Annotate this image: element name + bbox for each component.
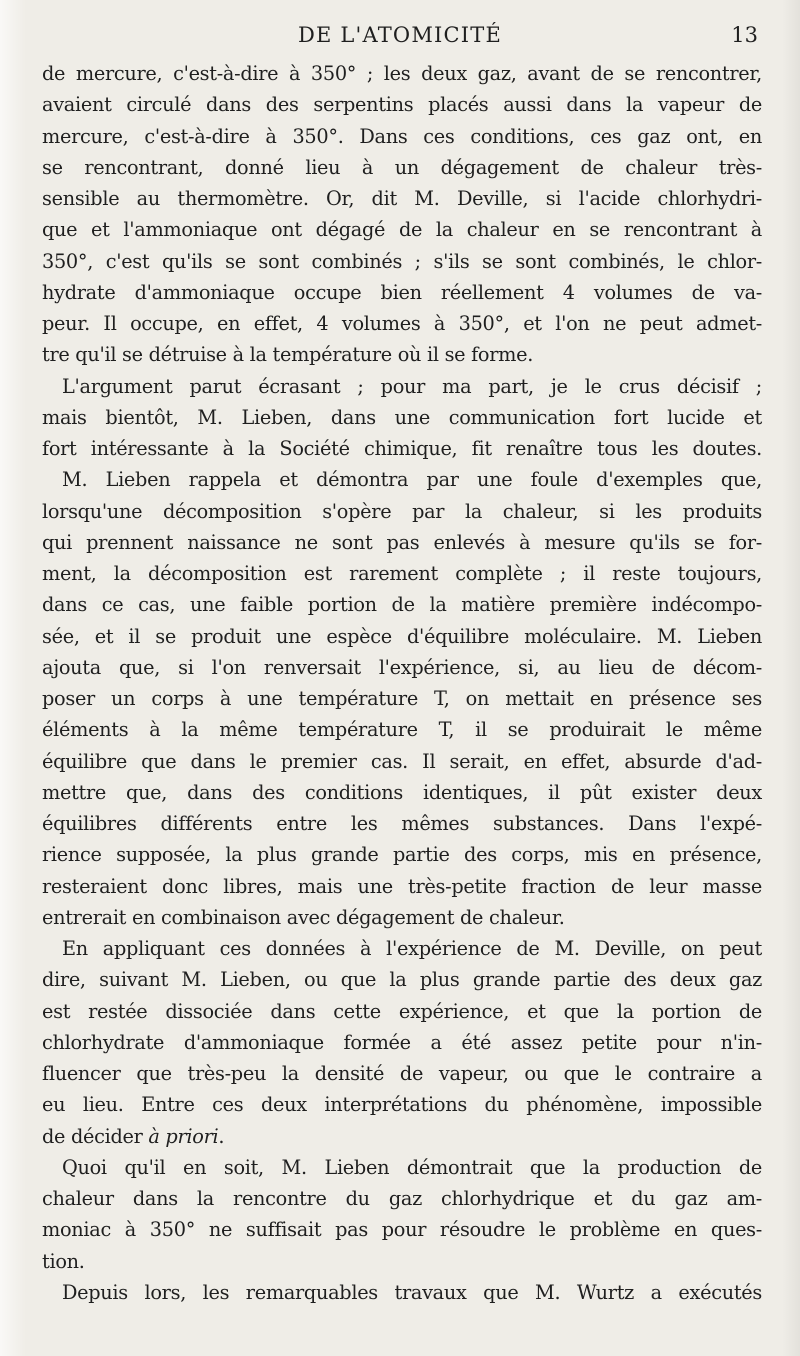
text-line: fort intéressante à la Société chimique, fit renaître tous les doutes. — [42, 437, 762, 460]
text-line: tion. — [42, 1249, 85, 1273]
running-title: DE L'ATOMICITÉ — [297, 23, 503, 47]
text-line: qui prennent naissance ne sont pas enlevés à mesure qu'ils se for- — [42, 530, 762, 554]
text-line: 350°, c'est qu'ils se sont combinés ; s'ils se sont combinés, le chlor- — [42, 249, 762, 273]
text-line: fluencer que très-peu la densité de vapeur, ou que le contraire a — [42, 1062, 762, 1085]
text-line: moniac à 350° ne suffisait pas pour résoudre le problème en ques- — [42, 1218, 762, 1242]
text-line: équilibre que dans le premier cas. Il serait, en effet, absurde d'ad- — [42, 749, 762, 773]
text-line: lorsqu'une décomposition s'opère par la chaleur, si les produits — [42, 499, 762, 523]
paragraph-first-line: En appliquant ces données à l'expérience de M. Deville, on peut — [62, 937, 762, 960]
text-line: éléments à la même température T, il se produirait le même — [42, 718, 762, 742]
text-line: sée, et il se produit une espèce d'équilibre moléculaire. M. Lieben — [42, 624, 762, 648]
text-line: est restée dissociée dans cette expérience, et que la portion de — [42, 999, 762, 1023]
paragraph-first-line: L'argument parut écrasant ; pour ma part, je le crus décisif ; — [62, 374, 762, 398]
text-line: mais bientôt, M. Lieben, dans une communication fort lucide et — [42, 405, 762, 429]
text-line: ajouta que, si l'on renversait l'expérience, si, au lieu de décom- — [42, 655, 762, 679]
text-line: poser un corps à une température T, on mettait en présence ses — [42, 687, 762, 710]
paragraph-first-line: Quoi qu'il en soit, M. Lieben démontrait que la production de — [62, 1155, 762, 1179]
text-line: eu lieu. Entre ces deux interprétations du phénomène, impossible — [42, 1093, 762, 1117]
text-line: ment, la décomposition est rarement complète ; il reste toujours, — [42, 562, 762, 585]
body-text — [42, 58, 762, 1308]
italic-phrase: à priori — [148, 1124, 219, 1148]
text-line: dans ce cas, une faible portion de la matière première indécompo- — [42, 593, 762, 617]
paragraph-first-line: Depuis lors, les remarquables travaux que M. Wurtz a exécutés — [62, 1280, 762, 1304]
text-line: tre qu'il se détruise à la température où il se forme. — [42, 343, 534, 367]
text-line: mettre que, dans des conditions identiques, il pût exister deux — [42, 780, 762, 804]
text-segment: de décider — [42, 1124, 149, 1148]
text-line-with-italic — [42, 1121, 762, 1152]
text-line: peur. Il occupe, en effet, 4 volumes à 350°, et l'on ne peut admet- — [42, 312, 762, 335]
text-line: hydrate d'ammoniaque occupe bien réellement 4 volumes de va- — [42, 280, 762, 304]
text-line: rience supposée, la plus grande partie des corps, mis en présence, — [42, 843, 762, 867]
paragraph-first-line: M. Lieben rappela et démontra par une foule d'exemples que, — [62, 468, 762, 492]
text-line: mercure, c'est-à-dire à 350°. Dans ces conditions, ces gaz ont, en — [42, 124, 762, 148]
page-gutter-shading — [0, 0, 26, 1356]
text-line: dire, suivant M. Lieben, ou que la plus grande partie des deux gaz — [42, 968, 762, 992]
text-line: se rencontrant, donné lieu à un dégagement de chaleur très- — [42, 155, 762, 179]
text-line: avaient circulé dans des serpentins placés aussi dans la vapeur de — [42, 93, 762, 117]
page-number: 13 — [731, 23, 758, 47]
text-line: chlorhydrate d'ammoniaque formée a été assez petite pour n'in- — [42, 1030, 762, 1054]
text-line: sensible au thermomètre. Or, dit M. Deville, si l'acide chlorhydri- — [42, 187, 762, 210]
page-header — [42, 20, 758, 50]
page-edge-shading — [782, 0, 800, 1356]
text-line: de mercure, c'est-à-dire à 350° ; les deux gaz, avant de se rencontrer, — [42, 62, 762, 85]
text-line: resteraient donc libres, mais une très-petite fraction de leur masse — [42, 874, 762, 898]
text-line: que et l'ammoniaque ont dégagé de la chaleur en se rencontrant à — [42, 218, 762, 242]
text-line: équilibres différents entre les mêmes substances. Dans l'expé- — [42, 812, 762, 835]
text-line: chaleur dans la rencontre du gaz chlorhydrique et du gaz am- — [42, 1187, 762, 1210]
text-segment: . — [218, 1124, 225, 1148]
text-line: entrerait en combinaison avec dégagement de chaleur. — [42, 905, 565, 929]
